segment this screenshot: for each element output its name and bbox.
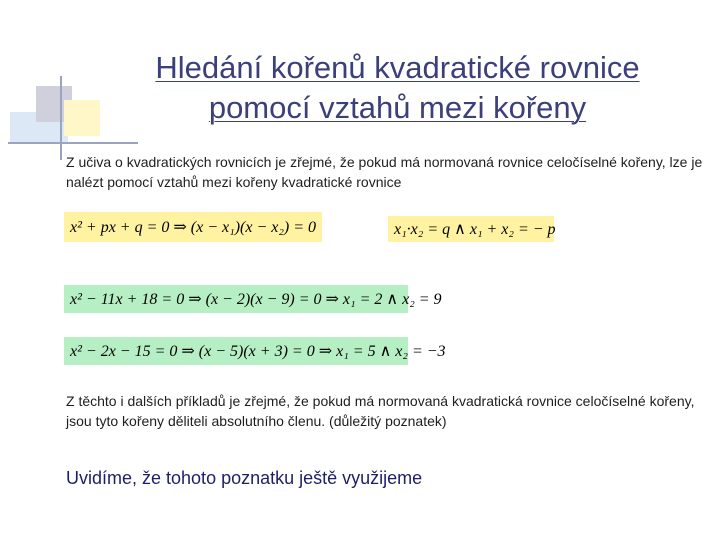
closing-text: Uvidíme, že tohoto poznatku ještě využijeme — [66, 468, 423, 488]
decor-line-vertical — [60, 76, 62, 160]
decor-block-yellow — [64, 100, 100, 136]
slide-title — [100, 48, 695, 128]
decor-line-horizontal — [8, 142, 138, 144]
equation-example-2: x² − 2x − 15 = 0 ⇒ (x − 5)(x + 3) = 0 ⇒ x₁ = 5 ∧ x₂ = −3 — [64, 337, 408, 365]
equation-example-1: x² − 11x + 18 = 0 ⇒ (x − 2)(x − 9) = 0 ⇒ x₁ = 2 ∧ x₂ = 9 — [64, 285, 408, 313]
intro-text: Z učiva o kvadratických rovnicích je zřejmé, že pokud má normovaná rovnice celočíselné kořeny, lze je nalézt pomocí vztahů mezi kořeny kvadratické rovnice — [66, 154, 703, 190]
title-line-1: Hledání kořenů kvadratické rovnice — [155, 50, 640, 85]
equation-vieta: x₁·x₂ = q ∧ x₁ + x₂ = − p — [388, 216, 554, 242]
title-line-2: pomocí vztahů mezi kořeny — [208, 90, 587, 125]
equation-general: x² + px + q = 0 ⇒ (x − x₁)(x − x₂) = 0 — [64, 212, 322, 242]
conclusion-text: Z těchto i dalších příkladů je zřejmé, že pokud má normovaná kvadratická rovnice celočíselné kořeny, jsou tyto kořeny děliteli absolutního členu. (důležitý poznatek) — [66, 393, 695, 429]
